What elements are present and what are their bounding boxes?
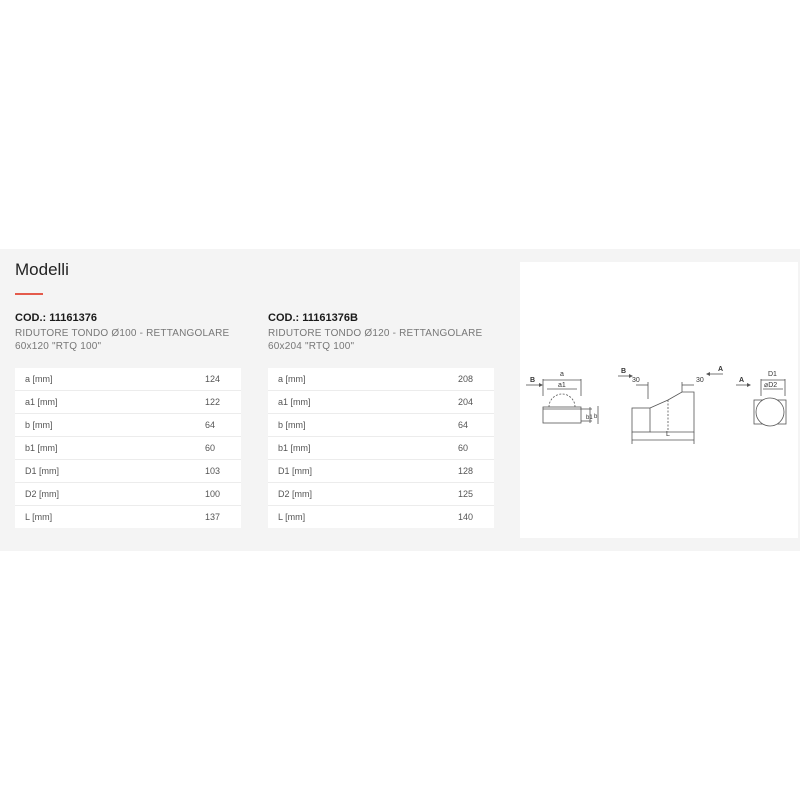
model-code: COD.: 11161376	[15, 312, 97, 324]
spec-label: b [mm]	[268, 414, 458, 437]
spec-table-1	[15, 368, 241, 528]
table-row	[15, 437, 241, 460]
dim-label-30-left: 30	[632, 377, 640, 384]
model-card-1	[15, 312, 241, 528]
spec-value: 204	[458, 391, 494, 414]
model-card-2	[268, 312, 494, 528]
spec-label: L [mm]	[278, 512, 306, 522]
table-row	[268, 368, 494, 391]
spec-label: b1 [mm]	[15, 437, 205, 460]
dim-label-d1: D1	[768, 371, 777, 378]
front-view	[526, 371, 598, 424]
side-view	[618, 366, 723, 444]
dim-label-30-right: 30	[696, 377, 704, 384]
spec-label: L [mm]	[25, 512, 53, 522]
spec-value: 103	[205, 460, 241, 483]
title-accent-line	[15, 293, 43, 295]
spec-label: D2 [mm]	[268, 483, 458, 506]
table-row	[268, 414, 494, 437]
spec-table-2	[268, 368, 494, 528]
spec-value: 100	[205, 483, 241, 506]
spec-value: 122	[205, 391, 241, 414]
spec-label: a [mm]	[268, 368, 458, 391]
dim-label-d2: ⌀D2	[764, 382, 778, 389]
dim-label-b1: b1	[586, 415, 593, 421]
table-row	[15, 483, 241, 506]
dim-label-a1: a1	[558, 382, 566, 389]
table-row	[15, 368, 241, 391]
table-row	[268, 460, 494, 483]
dim-label-b: b	[594, 414, 598, 420]
technical-drawing	[520, 262, 798, 538]
table-row	[268, 483, 494, 506]
view-label-a-side: A	[718, 366, 724, 373]
spec-label: b1 [mm]	[268, 437, 458, 460]
spec-value: 60	[205, 437, 241, 460]
spec-label: a1 [mm]	[15, 391, 205, 414]
table-row	[268, 391, 494, 414]
table-row	[15, 414, 241, 437]
spec-value: 125	[458, 483, 494, 506]
view-label-b: B	[530, 377, 536, 384]
spec-value: 137	[205, 512, 221, 522]
spec-label: a [mm]	[15, 368, 205, 391]
table-row	[15, 460, 241, 483]
spec-label: b [mm]	[15, 414, 205, 437]
spec-value: 64	[205, 414, 241, 437]
spec-label: D1 [mm]	[268, 460, 458, 483]
view-label-b-side: B	[621, 368, 627, 375]
model-description: RIDUTORE TONDO Ø100 - RETTANGOLARE 60x120 "RTQ 100"	[15, 328, 230, 352]
spec-label: a1 [mm]	[268, 391, 458, 414]
model-code: COD.: 11161376B	[268, 312, 358, 324]
table-row	[15, 391, 241, 414]
technical-drawing-panel	[520, 262, 798, 538]
table-row	[268, 506, 494, 529]
model-description: RIDUTORE TONDO Ø120 - RETTANGOLARE 60x204 "RTQ 100"	[268, 328, 483, 352]
spec-label: D2 [mm]	[15, 483, 205, 506]
spec-label: D1 [mm]	[15, 460, 205, 483]
end-view	[736, 371, 786, 426]
spec-value: 128	[458, 460, 494, 483]
section-title: Modelli	[15, 260, 69, 279]
table-row	[268, 437, 494, 460]
spec-value: 60	[458, 437, 494, 460]
spec-value: 140	[458, 512, 474, 522]
spec-value: 208	[458, 368, 494, 391]
view-label-a: A	[739, 377, 745, 384]
spec-value: 124	[205, 368, 241, 391]
table-row	[15, 506, 241, 529]
dim-label-l: L	[666, 431, 670, 438]
spec-value: 64	[458, 414, 494, 437]
dim-label-a: a	[560, 371, 564, 378]
